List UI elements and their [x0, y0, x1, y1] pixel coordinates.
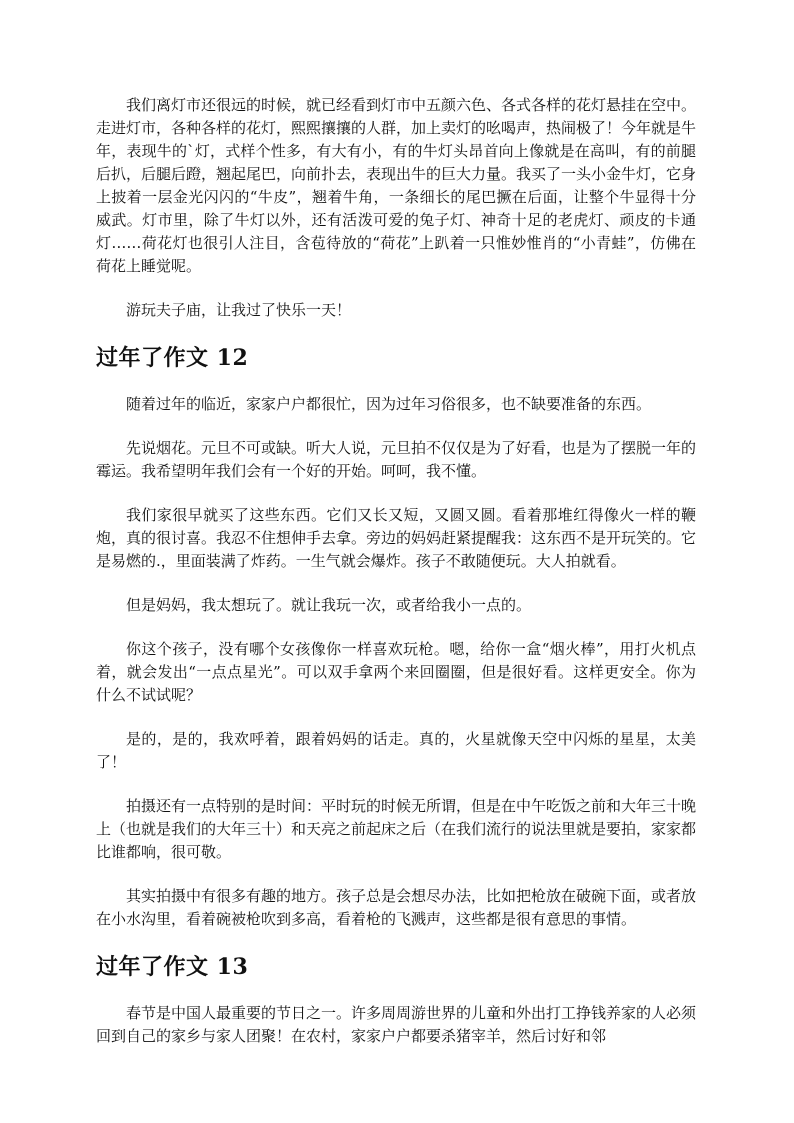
section-heading: 过年了作文 13: [96, 954, 249, 980]
section-heading: 过年了作文 12: [96, 345, 249, 371]
document-page: [96, 94, 696, 1069]
paragraph: 先说烟花。元旦不可或缺。听大人说，元旦拍不仅仅是为了好看，也是为了摆脱一年的霉运。我希望明年我们会有一个好的开始。呵呵，我不懂。: [96, 439, 697, 480]
paragraph: 随着过年的临近，家家户户都很忙，因为过年习俗很多，也不缺要准备的东西。: [126, 395, 652, 413]
paragraph: 其实拍摄中有很多有趣的地方。孩子总是会想尽办法，比如把枪放在破碗下面，或者放在小水沟里，看着碗被枪吹到多高，看着枪的飞溅声，这些都是很有意思的事情。: [96, 887, 697, 928]
paragraph: 春节是中国人最重要的节日之一。许多周周游世界的儿童和外出打工挣钱养家的人必须回到自己的家乡与家人团聚！在农村，家家户户都要杀猪宰羊，然后讨好和邻: [96, 1004, 697, 1045]
paragraph: 我们家很早就买了这些东西。它们又长又短，又圆又圆。看着那堆红得像火一样的鞭炮，真的很讨喜。我忍不住想伸手去拿。旁边的妈妈赶紧提醒我：这东西不是开玩笑的。它是易燃的.，里面装满了炸药。一生气就会爆炸。孩子不敢随便玩。大人拍就看。: [96, 506, 697, 570]
paragraph: 我们离灯市还很远的时候，就已经看到灯市中五颜六色、各式各样的花灯悬挂在空中。走进灯市，各种各样的花灯，熙熙攘攘的人群，加上卖灯的吆喝声，热闹极了！今年就是牛年，表现牛的`灯，式样个性多，有大有小，有的牛灯头昂首向上像就是在高叫，有的前腿后扒，后腿后蹬，翘起尾巴，向前扑去，表现出牛的巨大力量。我买了一头小金牛灯，它身上披着一层金光闪闪的“牛皮”，翘着牛角，一条细长的尾巴撅在后面，让整个牛显得十分威武。灯市里，除了牛灯以外，还有活泼可爱的兔子灯、神奇十足的老虎灯、顽皮的卡通灯……荷花灯也很引人注目，含苞待放的“荷花”上趴着一只惟妙惟肖的“小青蛙”，仿佛在荷花上睡觉呢。: [96, 96, 697, 275]
paragraph: 游玩夫子庙，让我过了快乐一天！: [126, 301, 352, 319]
paragraph: 你这个孩子，没有哪个女孩像你一样喜欢玩枪。嗯，给你一盒“烟火棒”，用打火机点着，就会发出“一点点星光”。可以双手拿两个来回圈圈，但是很好看。这样更安全。你为什么不试试呢？: [96, 640, 696, 704]
paragraph: 拍摄还有一点特别的是时间：平时玩的时候无所谓，但是在中午吃饭之前和大年三十晚上（也就是我们的大年三十）和天亮之前起床之后（在我们流行的说法里就是要拍，家家都比谁都响，很可敬。: [96, 797, 697, 861]
paragraph: 但是妈妈，我太想玩了。就让我玩一次，或者给我小一点的。: [126, 596, 532, 614]
paragraph: 是的，是的，我欢呼着，跟着妈妈的话走。真的，火星就像天空中闪烁的星星，太美了！: [96, 730, 696, 771]
